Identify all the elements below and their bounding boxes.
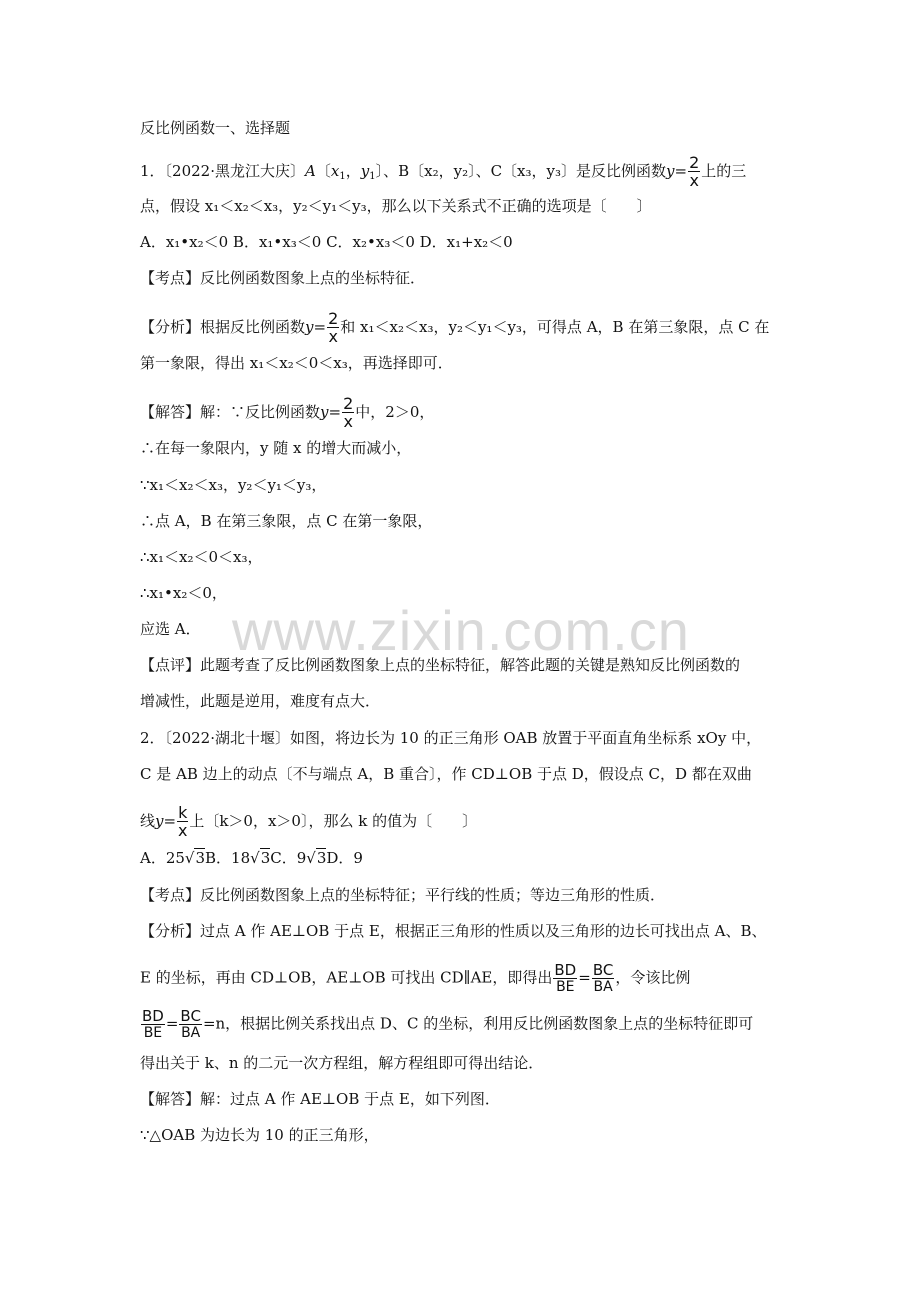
q1-step-2: ∵x₁＜x₂＜x₃，y₂＜y₁＜y₃， [140,476,327,494]
fraction-bc-over-ba: $\frac{BC}{BA}$ [180,1007,201,1041]
fraction-bd-over-be: $\frac{BD}{BE}$ [554,961,577,995]
q1-step-4: ∴x₁＜x₂＜0＜x₃， [140,548,263,566]
fraction-2-over-x: $\frac{2}{x}$ [689,153,700,190]
fraction-2-over-x: $\frac{2}{x}$ [343,394,354,431]
q1-stem-line2: 点，假设 x₁＜x₂＜x₃，y₂＜y₁＜y₃，那么以下关系式不正确的选项是〔 〕 [140,197,652,215]
q1-step-5: ∴x₁•x₂＜0， [140,584,227,602]
q1-jieda: 【解答】解：∵反比例函数y= $\frac{2}{x}$ 中，2＞0， [140,394,435,431]
sqrt-3: √3 [250,849,271,867]
sqrt-3: √3 [184,849,206,867]
q1-stem-line1: 1．〔2022·黑龙江大庆〕A〔$x_1$，$y_1$〕、B〔x₂，y₂〕、C〔x₃，y₃〕是反比例函数y= $\frac{2}{x}$ 上的三 [140,153,747,190]
q1-answer: 应选 A． [140,620,201,638]
q1-fenxi-line1: 【分析】根据反比例函数y= $\frac{2}{x}$ 和 x₁＜x₂＜x₃，y₂＜y₁＜y₃，可得点 A，B 在第三象限，点 C 在 [140,309,770,346]
q1-dianping-line2: 增减性，此题是逆用，难度有点大． [140,692,381,710]
document-heading: 反比例函数一、选择题 [140,119,291,137]
q2-stem-line1: 2．〔2022·湖北十堰〕如图，将边长为 10 的正三角形 OAB 放置于平面直角坐标系 xOy 中， [140,729,762,747]
q2-options: A．25√3B．18√3C．9√3D．9 [140,849,363,867]
q2-fenxi-line3: $\frac{BD}{BE}$ = $\frac{BC}{BA}$ =n，根据比例关系找出点 D、C 的坐标，利用反比例函数图象上点的坐标特征即可 [142,1007,754,1041]
fraction-bc-over-ba: $\frac{BC}{BA}$ [592,961,614,995]
q2-stem-line3: 线y= $\frac{k}{x}$ 上〔k＞0，x＞0〕，那么 k 的值为〔 〕 [140,803,478,840]
q1-step-1: ∴在每一象限内，y 随 x 的增大而减小， [140,439,412,457]
q2-jieda: 【解答】解：过点 A 作 AE⊥OB 于点 E，如下列图． [140,1090,500,1108]
fraction-2-over-x: $\frac{2}{x}$ [328,309,339,346]
q1-fenxi-line2: 第一象限，得出 x₁＜x₂＜0＜x₃，再选择即可． [140,354,453,372]
q2-kaodian: 【考点】反比例函数图象上点的坐标特征；平行线的性质；等边三角形的性质． [140,886,666,904]
watermark: www.zixin.com.cn [232,599,690,662]
q2-fenxi-line4: 得出关于 k、n 的二元一次方程组，解方程组即可得出结论． [140,1054,544,1072]
q2-stem-line2: C 是 AB 边上的动点〔不与端点 A，B 重合〕，作 CD⊥OB 于点 D，假设点 C，D 都在双曲 [140,765,752,783]
q1-options: A．x₁•x₂＜0 B．x₁•x₃＜0 C．x₂•x₃＜0 D．x₁+x₂＜0 [140,233,513,251]
fraction-k-over-x: $\frac{k}{x}$ [177,803,188,840]
q1-kaodian: 【考点】反比例函数图象上点的坐标特征． [140,269,426,287]
q1-dianping-line1: 【点评】此题考查了反比例函数图象上点的坐标特征，解答此题的关键是熟知反比例函数的 [140,656,741,674]
q2-fenxi-line2: E 的坐标，再由 CD⊥OB，AE⊥OB 可找出 CD∥AE，即得出 $\frac{BD}{BE}$ = $\frac{BC}{BA}$ ，令该比例 [140,961,691,995]
q2-fenxi-line1: 【分析】过点 A 作 AE⊥OB 于点 E，根据正三角形的性质以及三角形的边长可找出点 A、B、 [140,922,767,940]
q1-step-3: ∴点 A，B 在第三象限，点 C 在第一象限， [140,512,433,530]
sqrt-3: √3 [306,849,327,867]
fraction-bd-over-be: $\frac{BD}{BE}$ [142,1007,164,1041]
q2-step-1: ∵△OAB 为边长为 10 的正三角形， [140,1126,379,1144]
